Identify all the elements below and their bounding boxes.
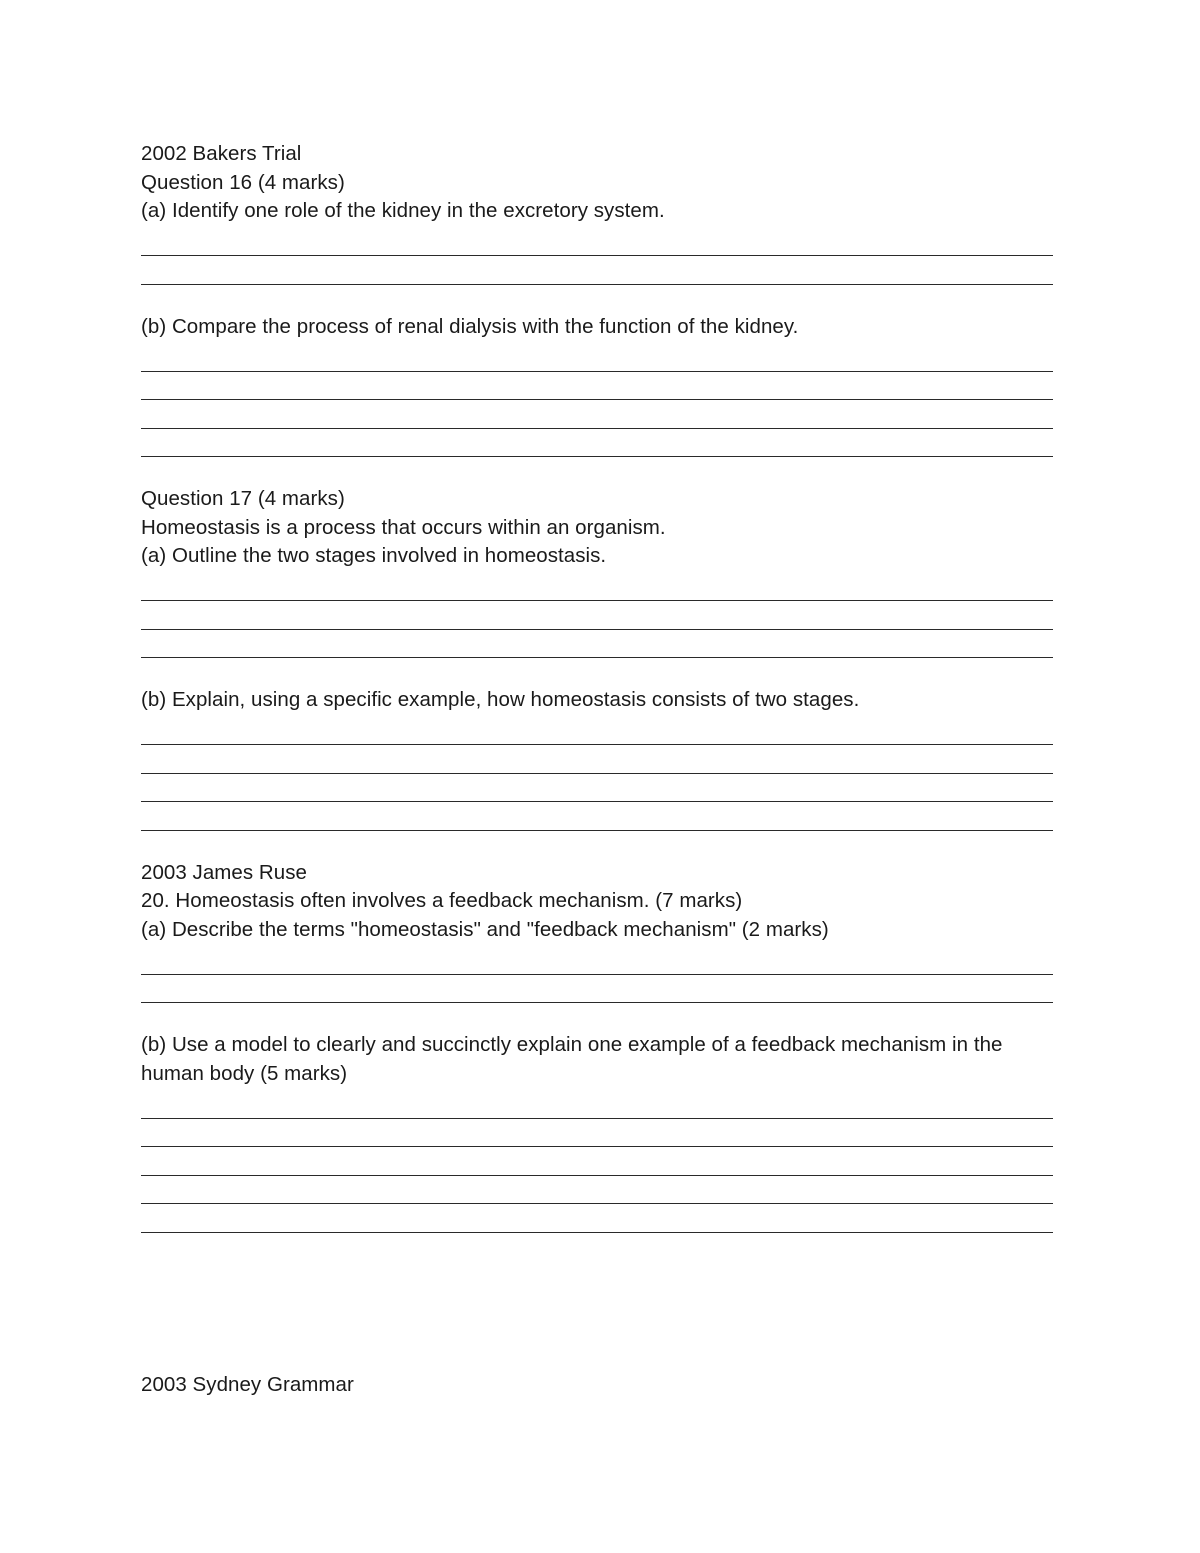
answer-line[interactable]	[141, 347, 1053, 376]
answer-line[interactable]	[141, 433, 1053, 462]
answer-line[interactable]	[141, 778, 1053, 807]
answer-lines	[141, 721, 1053, 835]
section-title: 2003 Sydney Grammar	[141, 1372, 354, 1396]
answer-line[interactable]	[141, 1151, 1053, 1180]
question-part: (a) Describe the terms "homeostasis" and "feedback mechanism" (2 marks)	[141, 917, 829, 941]
question-heading: Question 16 (4 marks)	[141, 170, 345, 194]
question-part: (b) Compare the process of renal dialysis with the function of the kidney.	[141, 314, 799, 338]
answer-line[interactable]	[141, 1180, 1053, 1209]
question-intro: Homeostasis is a process that occurs within an organism.	[141, 515, 666, 539]
answer-lines	[141, 950, 1053, 1007]
answer-line[interactable]	[141, 605, 1053, 634]
question-heading: Question 17 (4 marks)	[141, 487, 345, 510]
answer-line[interactable]	[141, 260, 1053, 289]
answer-line[interactable]	[141, 1208, 1053, 1237]
answer-line[interactable]	[141, 749, 1053, 778]
answer-line[interactable]	[141, 577, 1053, 606]
question-heading: 20. Homeostasis often involves a feedback mechanism. (7 marks)	[141, 889, 743, 912]
answer-line[interactable]	[141, 950, 1053, 979]
question-part: (a) Identify one role of the kidney in the excretory system.	[141, 199, 665, 222]
exam-page	[141, 140, 1053, 1399]
answer-line[interactable]	[141, 376, 1053, 405]
answer-lines	[141, 347, 1053, 461]
answer-line[interactable]	[141, 634, 1053, 663]
answer-line[interactable]	[141, 979, 1053, 1008]
section-title: 2003 James Ruse	[141, 860, 307, 884]
section-title: 2002 Bakers Trial	[141, 142, 302, 165]
answer-lines	[141, 577, 1053, 663]
answer-line[interactable]	[141, 232, 1053, 261]
answer-line[interactable]	[141, 721, 1053, 750]
question-part: (b) Explain, using a specific example, how homeostasis consists of two stages.	[141, 688, 860, 711]
answer-lines	[141, 232, 1053, 289]
answer-line[interactable]	[141, 806, 1053, 835]
question-part: (a) Outline the two stages involved in homeostasis.	[141, 544, 607, 567]
answer-line[interactable]	[141, 1094, 1053, 1123]
answer-lines	[141, 1094, 1053, 1237]
answer-line[interactable]	[141, 1123, 1053, 1152]
answer-line[interactable]	[141, 404, 1053, 433]
question-part: (b) Use a model to clearly and succinctly explain one example of a feedback mechanism in the human body (5 marks)	[141, 1033, 1003, 1085]
